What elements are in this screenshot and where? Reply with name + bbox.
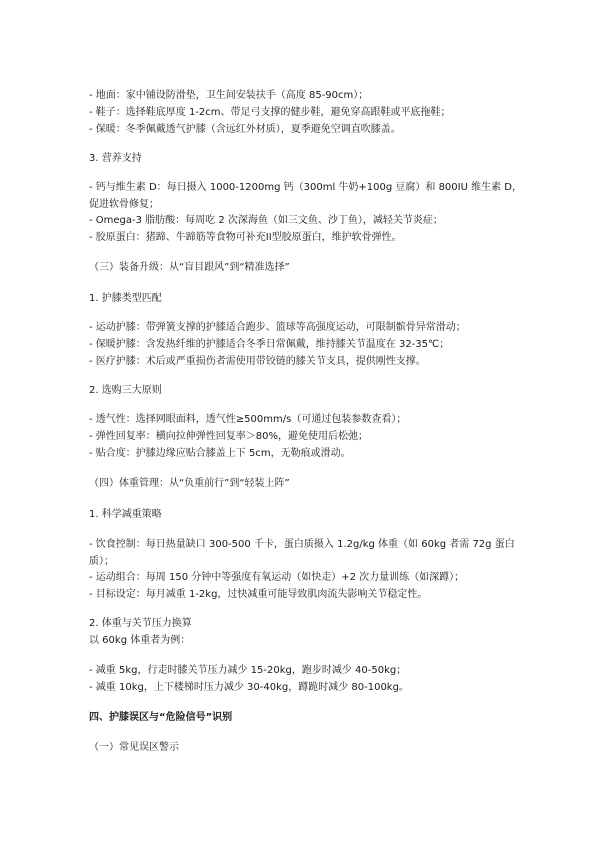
list-item-goal: - 目标设定：每月减重 1-2kg，过快减重可能导致肌肉流失影响关节稳定性。	[89, 589, 428, 600]
section-heading-equipment: （三）装备升级：从“盲目跟风”到“精准选择”	[89, 262, 290, 273]
list-item-lose-10kg: - 减重 10kg，上下楼梯时压力减少 30-40kg，蹲跪时减少 80-100kg。	[89, 682, 409, 693]
list-item-omega3: - Omega-3 脂肪酸：每周吃 2 次深海鱼（如三文鱼、沙丁鱼），减轻关节炎症；	[89, 215, 443, 226]
list-item-exercise: - 运动组合：每周 150 分钟中等强度有氧运动（如快走）+2 次力量训练（如深蹲）；	[89, 572, 465, 583]
list-item-warmth: - 保暖：冬季佩戴透气护膝（含远红外材质），夏季避免空调直吹膝盖。	[89, 124, 401, 135]
list-item-sport-kneepad: - 运动护膝：带弹簧支撑的护膝适合跑步、篮球等高强度运动，可限制髌骨异常滑动；	[89, 322, 466, 333]
list-item-fit: - 贴合度：护膝边缘应贴合膝盖上下 5cm，无勒痕或滑动。	[89, 448, 351, 459]
list-item-floor: - 地面：家中铺设防滑垫，卫生间安装扶手（高度 85-90cm）；	[89, 90, 369, 101]
list-item-shoes: - 鞋子：选择鞋底厚度 1-2cm、带足弓支撑的健步鞋，避免穿高跟鞋或平底拖鞋；	[89, 107, 451, 118]
list-item-collagen: - 胶原蛋白：猪蹄、牛蹄筋等食物可补充II型胶原蛋白，维护软骨弹性。	[89, 232, 402, 243]
list-item-diet: - 饮食控制：每日热量缺口 300-500 千卡，蛋白质摄入 1.2g/kg 体重（如 60kg 者需 72g 蛋白质）；	[89, 539, 515, 567]
section-heading-weight: （四）体重管理：从“负重前行”到“轻装上阵”	[89, 478, 290, 489]
section-heading-buying-principles: 2. 选购三大原则	[89, 385, 162, 396]
section-heading-nutrition: 3. 营养支持	[89, 153, 142, 164]
section-heading-kneepad-types: 1. 护膝类型匹配	[89, 293, 162, 304]
section-heading-common-misconceptions: （一）常见误区警示	[89, 742, 179, 753]
section-heading-weight-loss-strategy: 1. 科学减重策略	[89, 509, 162, 520]
list-item-lose-5kg: - 减重 5kg，行走时膝关节压力减少 15-20kg，跑步时减少 40-50kg；	[89, 665, 407, 676]
chapter-heading-misconceptions: 四、护膝误区与“危险信号”识别	[89, 712, 233, 723]
list-item-elasticity: - 弹性回复率：横向拉伸弹性回复率＞80%，避免使用后松弛；	[89, 431, 369, 442]
list-item-breathability: - 透气性：选择网眼面料，透气性≥500mm/s（可通过包装参数查看）；	[89, 414, 407, 425]
list-item-medical-kneepad: - 医疗护膝：术后或严重损伤者需使用带铰链的膝关节支具，提供刚性支撑。	[89, 356, 426, 367]
section-heading-weight-pressure: 2. 体重与关节压力换算	[89, 618, 192, 629]
example-intro: 以 60kg 体重者为例：	[89, 635, 191, 646]
list-item-calcium: - 钙与维生素 D：每日摄入 1000-1200mg 钙（300ml 牛奶+100g 豆腐）和 800IU 维生素 D，促进软骨修复；	[89, 182, 522, 210]
list-item-warm-kneepad: - 保暖护膝：含发热纤维的护膝适合冬季日常佩戴，维持膝关节温度在 32-35℃；	[89, 339, 450, 350]
